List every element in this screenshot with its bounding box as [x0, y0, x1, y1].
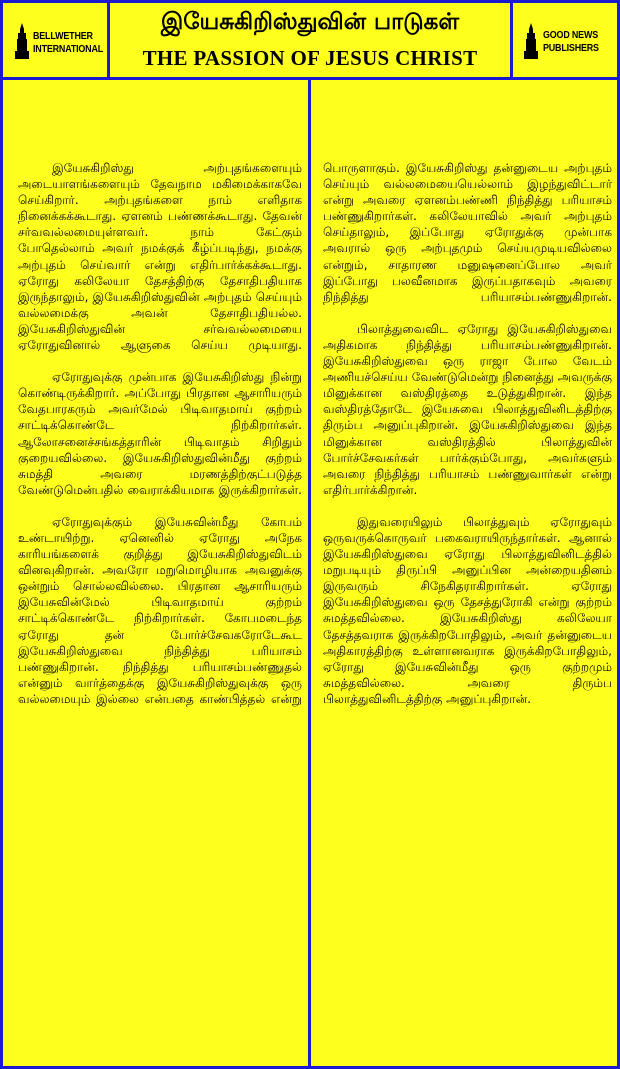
- left-paragraph-1: இயேசுகிறிஸ்து அற்புதங்களையும் அடையாளங்களையும் தேவநாம மகிமைக்காகவே செய்கிறார். அற்புதங்களை நாம் எளிதாக நினைக்கக்கூடாது. ஏளனம் பண்ணக்கூடாது. தேவன் சர்வவல்லமையுள்ளவர். நாம் கேட்கும் போதெல்லாம் அவர் நமக்குக் கீழ்ப்படிந்து, நமக்கு அற்புதம் செய்வார் என்று எதிர்பார்க்கக்கூடாது. ஏரோது கலிலேயா தேசத்திற்கு தேசாதிபதியாக இருந்தாலும், இயேசுகிறிஸ்துவின் அற்புதம் செய்யும் வல்லமைக்கு அவன் தேசாதிபதியல்ல. இயேசுகிறிஸ்துவின் சர்வவல்லமையை ஏரோதுவினால் ஆளுகை செய்ய முடியாது.: [18, 161, 302, 353]
- right-column: [308, 77, 620, 1069]
- title-box: [107, 0, 513, 80]
- right-paragraph-1: பொருளாகும். இயேசுகிறிஸ்து தன்னுடைய அற்புதம் செய்யும் வல்லமையையெல்லாம் இழந்துவிட்டார் என்று அவரை ஏளனம்பண்ணி நிந்தித்து பரியாசம் பண்ணுகிறார்கள். கலிலேயாவில் அவர் அற்புதம் செய்தாலும், இப்போது ஏரோதுக்கு முன்பாக அவரால் ஒரு அற்புதமும் செய்யமுடியவில்லை என்றும், சாதாரண மனுஷனைப்போல அவர் இப்போது பலவீனமாக இருப்பதாகவும் அவரை நிந்தித்து பரியாசம்பண்ணுகிறான்.: [323, 161, 612, 304]
- left-column: [0, 77, 311, 1069]
- left-paragraph-3: ஏரோதுவுக்கும் இயேசுவின்மீது கோபம் உண்டாயிற்று. ஏனெனில் ஏரோது அநேக காரியங்களைக் குறித்து இயேசுகிறிஸ்துவிடம் வினவுகிறான். அவரோ மறுமொழியாக அவனுக்கு ஒன்றும் சொல்லவில்லை. பிரதான ஆசாரியரும் இயேசுவின்மேல் பிடிவாதமாய் குற்றம் சாட்டிக்கொண்டே நிற்கிறார்கள். கோபமடைந்த ஏரோது தன் போர்ச்சேவகரோடேகூட இயேசுகிறிஸ்துவை நிந்தித்து பரியாசம் பண்ணுகிறான். நிந்தித்து பரியாசம்பண்ணுதல் என்னும் வார்த்தைக்கு இயேசுகிறிஸ்துவுக்கு ஒரு வல்லமையும் இல்லை என்பதை காண்பித்தல் என்று: [18, 514, 302, 706]
- bellwether-emblem-icon: [15, 23, 29, 59]
- publisher-logo-text: [543, 29, 599, 55]
- header: [0, 0, 620, 80]
- bellwether-logo: [0, 0, 110, 80]
- right-paragraph-3: இதுவரையிலும் பிலாத்துவும் ஏரோதுவும் ஒருவருக்கொருவர் பகைவராயிருந்தார்கள். ஆனால் இயேசுகிறிஸ்துவை ஏரோது பிலாத்துவினிடத்தில் மறுபடியும் திருப்பி அனுப்பின அன்றையதினம் இருவரும் சிநேகிதராகிறார்கள். ஏரோது இயேசுகிறிஸ்துவை ஒரு தேசத்துரோகி என்று குற்றம் சுமத்தவில்லை. இயேசுகிறிஸ்து கலிலேயா தேசத்தவராக இருக்கிறபோதிலும், அவர் தன்னுடைய அதிகாரத்திற்கு உள்ளானவராக இருக்கிறபோதிலும், ஏரோது இயேசுவின்மீது ஒரு குற்றமும் சுமத்தவில்லை. அவரை திரும்ப பிலாத்துவினிடத்திற்கு அனுப்புகிறான்.: [323, 514, 612, 706]
- right-column-text: [323, 160, 612, 723]
- left-paragraph-2: ஏரோதுவுக்கு முன்பாக இயேசுகிறிஸ்து நின்று கொண்டிருக்கிறார். அப்போது பிரதான ஆசாரியரும் வேதபாரகரும் அவர்மேல் பிடிவாதமாய் குற்றம் சாட்டிக்கொண்டே நிற்கிறார்கள். ஆலோசனைச்சங்கத்தாரின் பிடிவாதம் சிறிதும் குறையவில்லை. இயேசுகிறிஸ்துவின்மீது குற்றம் சுமத்தி அவரை மரணத்திற்குட்படுத்த வேண்டுமென்பதில் வைராக்கியமாக இருக்கிறார்கள்.: [18, 370, 302, 497]
- left-column-text: [18, 160, 302, 723]
- right-paragraph-2: பிலாத்துவைவிட ஏரோது இயேசுகிறிஸ்துவை அதிகமாக நிந்தித்து பரியாசம்பண்ணுகிறான். இயேசுகிறிஸ்துவை ஒரு ராஜா போல வேடம் அணியச்செய்ய வேண்டுமென்று நினைத்து அவருக்கு மினுக்கான வஸ்திரத்தை உடுத்துகிறான். இந்த வஸ்திரத்தோடே இயேசுவை பிலாத்துவினிடத்திற்கு திரும்ப அனுப்புகிறான். இயேசுகிறிஸ்துவை இந்த மினுக்கான வஸ்திரத்தில் பிலாத்துவின் போர்ச்சேவகர்கள் பார்க்கும்போது, அவர்களும் அவரை நிந்தித்து பரியாசம் பண்ணுவார்கள் என்று எதிர்பார்க்கிறான்.: [323, 321, 612, 497]
- page-title-english: THE PASSION OF JESUS CHRIST: [142, 46, 478, 70]
- bellwether-logo-text: [33, 30, 103, 56]
- publisher-emblem-icon: [524, 23, 538, 59]
- good-news-publishers-logo: [510, 0, 620, 80]
- bellwether-logo-line2: INTERNATIONAL: [33, 43, 104, 55]
- publisher-logo-line2: PUBLISHERS: [543, 42, 599, 54]
- page-title-tamil: இயேசுகிறிஸ்துவின் பாடுகள்: [160, 9, 460, 35]
- bellwether-logo-line1: BELLWETHER: [33, 30, 93, 42]
- publisher-logo-line1: GOOD NEWS: [543, 29, 598, 41]
